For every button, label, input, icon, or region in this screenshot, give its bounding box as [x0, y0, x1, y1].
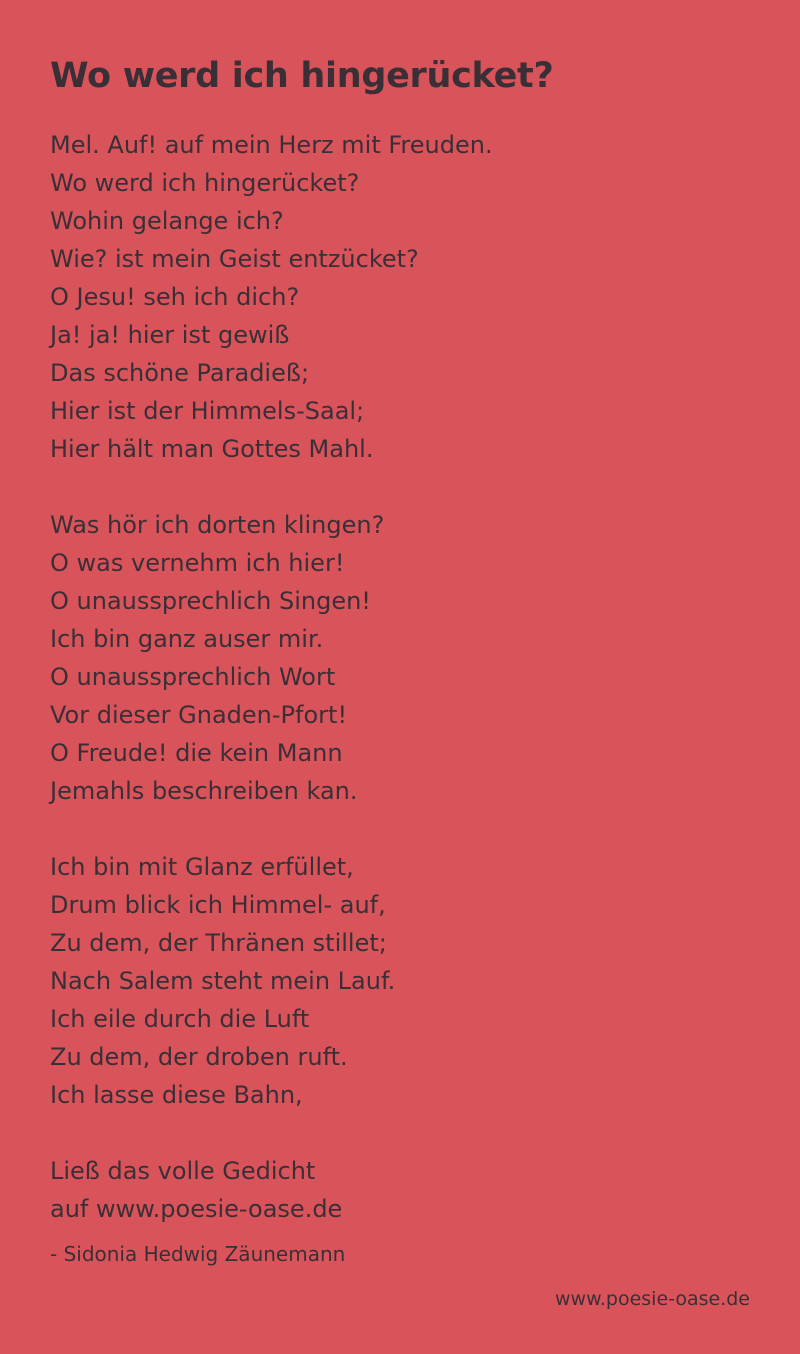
stanza-gap	[50, 1114, 770, 1152]
stanza-gap	[50, 468, 770, 506]
poem-line: O Freude! die kein Mann	[50, 739, 343, 767]
poem-line: Vor dieser Gnaden-Pfort!	[50, 701, 348, 729]
stanza-1	[50, 126, 770, 468]
read-more-line: auf www.poesie-oase.de	[50, 1195, 343, 1223]
poem-line: Wohin gelange ich?	[50, 207, 284, 235]
site-watermark: www.poesie-oase.de	[554, 1288, 750, 1310]
poem-line: Wie? ist mein Geist entzücket?	[50, 245, 419, 273]
poem-line: Zu dem, der Thränen stillet;	[50, 929, 387, 957]
poem-line: Zu dem, der droben ruft.	[50, 1043, 348, 1071]
read-more-line: Ließ das volle Gedicht	[50, 1157, 316, 1185]
poem-line: Ich bin mit Glanz erfüllet,	[50, 853, 354, 881]
poem-line: O Jesu! seh ich dich?	[50, 283, 300, 311]
poem-line: Was hör ich dorten klingen?	[50, 511, 385, 539]
poem-line: Ich eile durch die Luft	[50, 1005, 310, 1033]
stanza-2	[50, 506, 770, 810]
poem-line: O unaussprechlich Wort	[50, 663, 336, 691]
poem-line: Hier hält man Gottes Mahl.	[50, 435, 374, 463]
poem-body	[50, 126, 770, 1228]
stanza-gap	[50, 810, 770, 848]
poem-line: Mel. Auf! auf mein Herz mit Freuden.	[50, 131, 493, 159]
poem-line: Drum blick ich Himmel- auf,	[50, 891, 386, 919]
poem-title: Wo werd ich hingerücket?	[50, 56, 554, 96]
poem-line: Das schöne Paradieß;	[50, 359, 310, 387]
poem-line: Ich bin ganz auser mir.	[50, 625, 324, 653]
stanza-3	[50, 848, 770, 1114]
poem-line: O unaussprechlich Singen!	[50, 587, 371, 615]
poem-line: Nach Salem steht mein Lauf.	[50, 967, 396, 995]
poem-line: O was vernehm ich hier!	[50, 549, 345, 577]
read-more-note	[50, 1152, 770, 1228]
poem-author: - Sidonia Hedwig Zäunemann	[50, 1242, 346, 1266]
poem-line: Hier ist der Himmels-Saal;	[50, 397, 365, 425]
poem-line: Wo werd ich hingerücket?	[50, 169, 360, 197]
poem-line: Jemahls beschreiben kan.	[50, 777, 358, 805]
poem-line: Ich lasse diese Bahn,	[50, 1081, 303, 1109]
poem-line: Ja! ja! hier ist gewiß	[50, 321, 290, 349]
